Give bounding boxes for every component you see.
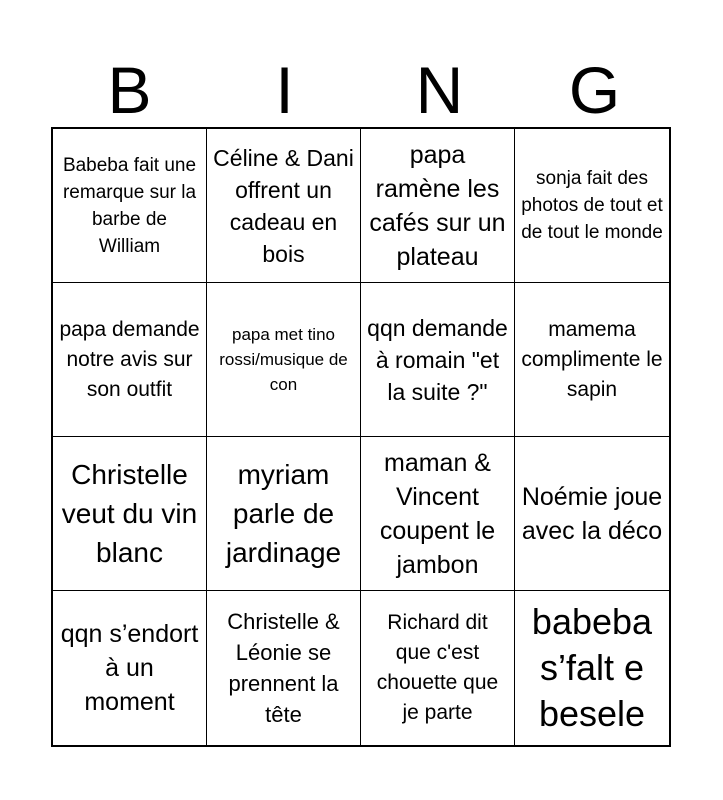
bingo-cell-text: Noémie joue avec la déco xyxy=(521,482,663,545)
bingo-cell-text: babeba s’falt e besele xyxy=(531,601,653,734)
bingo-cell-text: maman & Vincent coupent le jambon xyxy=(379,448,496,579)
title-letter-g: G xyxy=(568,53,621,127)
bingo-cell-text: sonja fait des photos de tout et de tout le monde xyxy=(521,168,663,243)
bingo-cell[interactable] xyxy=(53,591,207,745)
bingo-cell[interactable] xyxy=(207,129,361,283)
bingo-cell-text: mamema complimente le sapin xyxy=(521,317,663,401)
bingo-cell-text: papa met tino rossi/musique de con xyxy=(219,325,348,394)
bingo-cell-text: Richard dit que c'est chouette que je parte xyxy=(376,611,499,724)
bingo-cell[interactable] xyxy=(361,283,515,437)
bingo-title xyxy=(52,52,672,128)
bingo-cell-text: qqn demande à romain "et la suite ?" xyxy=(367,314,508,405)
bingo-cell[interactable] xyxy=(53,283,207,437)
bingo-cell-text: myriam parle de jardinage xyxy=(225,459,342,568)
bingo-cell-text: Babeba fait une remarque sur la barbe de William xyxy=(62,154,197,257)
bingo-cell[interactable] xyxy=(515,283,669,437)
title-letter-i: I xyxy=(275,53,294,127)
bingo-cell[interactable] xyxy=(53,437,207,591)
bingo-cell[interactable] xyxy=(515,129,669,283)
bingo-cell-text: qqn s’endort à un moment xyxy=(60,620,199,716)
bingo-cell[interactable] xyxy=(515,437,669,591)
bingo-cell[interactable] xyxy=(53,129,207,283)
bingo-cell[interactable] xyxy=(207,283,361,437)
bingo-cell[interactable] xyxy=(361,437,515,591)
title-letter-n: N xyxy=(415,53,464,127)
bingo-cell-text: Christelle veut du vin blanc xyxy=(61,459,198,568)
bingo-cell-text: Christelle & Léonie se prennent la tête xyxy=(227,609,340,727)
bingo-cell[interactable] xyxy=(361,129,515,283)
bingo-cell-text: Céline & Dani offrent un cadeau en bois xyxy=(213,144,354,267)
bingo-cell[interactable] xyxy=(515,591,669,745)
bingo-grid xyxy=(51,127,671,747)
bingo-cell[interactable] xyxy=(207,437,361,591)
bingo-cell-text: papa demande notre avis sur son outfit xyxy=(59,317,200,401)
title-letter-b: B xyxy=(107,53,152,127)
bingo-cell[interactable] xyxy=(207,591,361,745)
bingo-cell[interactable] xyxy=(361,591,515,745)
bingo-cell-text: papa ramène les cafés sur un plateau xyxy=(369,140,506,271)
